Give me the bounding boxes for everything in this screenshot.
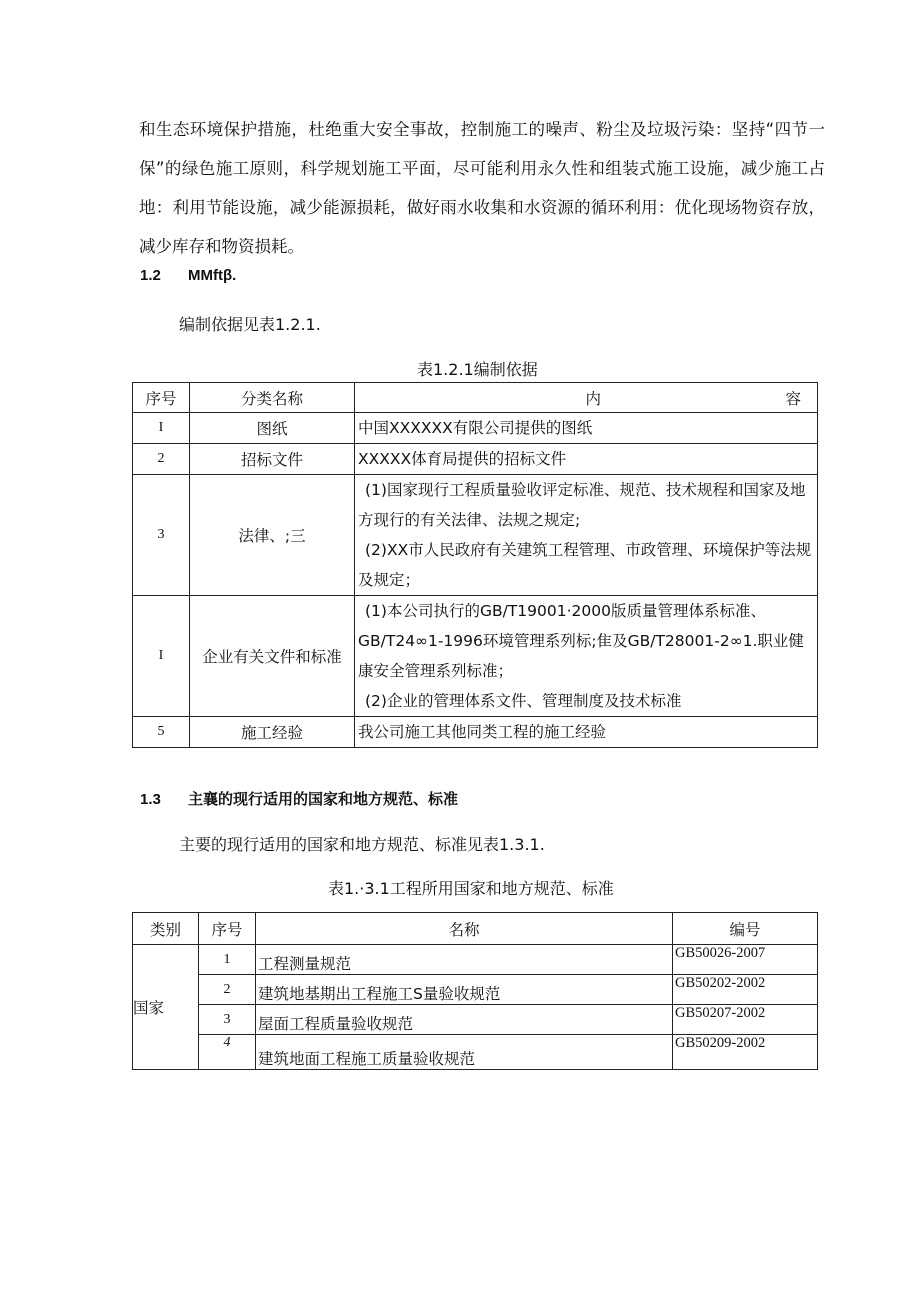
row-no: 5 bbox=[133, 717, 190, 748]
table-row bbox=[133, 596, 818, 717]
content-line: (1)本公司执行的GB/T19001·2000版质量管理体系标准、GB/T24∞1-1996环境管理系列标;隹及GB/T28001-2∞1.职业健康安全管理系列标准； bbox=[358, 602, 804, 680]
table-caption-1-3-1: 表1.·3.1工程所用国家和地方规范、标准 bbox=[328, 879, 614, 898]
content-line: XXXXX体育局提供的招标文件 bbox=[358, 450, 567, 468]
standards-table bbox=[132, 912, 818, 1070]
section-number: 1.3 bbox=[140, 791, 161, 808]
table-caption-1-2-1: 表1.2.1编制依据 bbox=[417, 360, 538, 379]
table-row bbox=[133, 1035, 818, 1070]
row-name: 建筑地基期出工程施工S量验收规范 bbox=[256, 975, 673, 1005]
header-category: 分类名称 bbox=[190, 383, 355, 413]
section-number: 1.2 bbox=[140, 267, 161, 284]
section-title: MMftβ. bbox=[188, 267, 237, 284]
content-line: (2)企业的管理体系文件、管理制度及技术标准 bbox=[365, 692, 682, 710]
row-code: GB50202-2002 bbox=[673, 975, 818, 1005]
row-category: 法律、;三 bbox=[190, 475, 355, 596]
row-category: 招标文件 bbox=[190, 444, 355, 475]
table-reference-1-3: 主要的现行适用的国家和地方规范、标准见表1.3.1. bbox=[179, 835, 545, 854]
row-name: 工程测量规范 bbox=[256, 945, 673, 975]
content-line: (2)XX市人民政府有关建筑工程管理、市政管理、环境保护等法规及规定； bbox=[358, 541, 812, 589]
row-no: 2 bbox=[199, 975, 256, 1005]
row-no: 1 bbox=[199, 945, 256, 975]
header-type: 类别 bbox=[133, 913, 199, 945]
row-category: 图纸 bbox=[190, 413, 355, 444]
table-row bbox=[133, 444, 818, 475]
row-content bbox=[355, 444, 818, 475]
table-header-row bbox=[133, 383, 818, 413]
row-code: GB50209-2002 bbox=[673, 1035, 818, 1070]
table-row bbox=[133, 717, 818, 748]
header-no: 序号 bbox=[133, 383, 190, 413]
row-no: 3 bbox=[199, 1005, 256, 1035]
intro-paragraph: 和生态环境保护措施，杜绝重大安全事故，控制施工的噪声、粉尘及垃圾污染：坚持“四节一保”的绿色施工原则，科学规划施工平面，尽可能利用永久性和组装式施工设施，减少施工占地：利用节能设施，减少能源损耗，做好雨水收集和水资源的循环利用：优化现场物资存放，减少库存和物资损耗。 bbox=[139, 120, 825, 256]
section-heading-1-2 bbox=[140, 267, 236, 284]
compilation-basis-table bbox=[132, 382, 818, 748]
row-content bbox=[355, 475, 818, 596]
row-content bbox=[355, 413, 818, 444]
table-row bbox=[133, 1005, 818, 1035]
row-no: 3 bbox=[133, 475, 190, 596]
row-no: 4 bbox=[199, 1035, 256, 1070]
table-row bbox=[133, 475, 818, 596]
header-no: 序号 bbox=[199, 913, 256, 945]
row-no: I bbox=[133, 596, 190, 717]
header-content-b: 容 bbox=[785, 389, 801, 408]
content-line: 中国XXXXXX有限公司提供的图纸 bbox=[358, 419, 593, 437]
row-category: 施工经验 bbox=[190, 717, 355, 748]
table-header-row bbox=[133, 913, 818, 945]
content-line: (1)国家现行工程质量验收评定标准、规范、技术规程和国家及地方现行的有关法律、法规之规定; bbox=[358, 481, 806, 529]
row-code: GB50026-2007 bbox=[673, 945, 818, 975]
row-category: 企业有关文件和标准 bbox=[190, 596, 355, 717]
row-code: GB50207-2002 bbox=[673, 1005, 818, 1035]
row-no: 2 bbox=[133, 444, 190, 475]
row-name: 建筑地面工程施工质量验收规范 bbox=[256, 1035, 673, 1070]
header-code: 编号 bbox=[673, 913, 818, 945]
table-row bbox=[133, 413, 818, 444]
section-title: 主襄的现行适用的国家和地方规范、标准 bbox=[188, 791, 459, 808]
header-content bbox=[355, 383, 818, 413]
table-reference-1-2: 编制依据见表1.2.1. bbox=[179, 315, 321, 334]
row-content bbox=[355, 596, 818, 717]
header-content-a: 内 bbox=[585, 389, 601, 408]
table-row bbox=[133, 975, 818, 1005]
section-heading-1-3 bbox=[140, 788, 458, 809]
row-content bbox=[355, 717, 818, 748]
row-no: I bbox=[133, 413, 190, 444]
header-name: 名称 bbox=[256, 913, 673, 945]
table-row bbox=[133, 945, 818, 975]
content-line: 我公司施工其他同类工程的施工经验 bbox=[358, 723, 607, 741]
row-name: 屋面工程质量验收规范 bbox=[256, 1005, 673, 1035]
group-label: 国家 bbox=[133, 945, 199, 1070]
